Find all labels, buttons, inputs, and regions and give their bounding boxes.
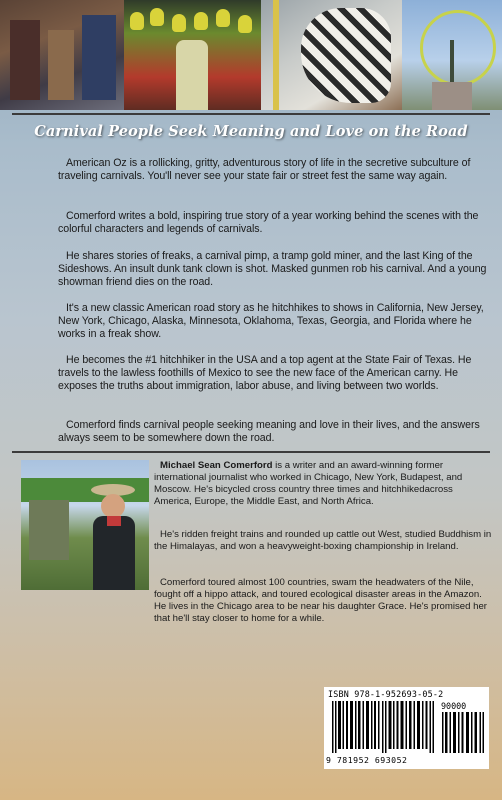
author-bio-paragraph-2: He's ridden freight trains and rounded up cattle out West, studied Buddhism in the Himalayas, and won a heavyweight-boxing championship in Ireland. — [154, 529, 492, 552]
description-paragraph-2: Comerford writes a bold, inspiring true story of a year working behind the scenes with the colorful characters and legends of carnivals. — [58, 210, 479, 235]
photo-strip — [0, 0, 502, 110]
author-photo — [21, 460, 149, 590]
description-paragraph-6: Comerford finds carnival people seeking meaning and love in their lives, and the answers always seem to be somewhere down the road. — [58, 419, 480, 444]
tagline: Carnival People Seek Meaning and Love on the Road — [34, 123, 468, 140]
author-name: Michael Sean Comerford — [160, 460, 273, 471]
description-paragraph-3: He shares stories of freaks, a carnival pimp, a tramp gold miner, and the last King of the Sideshows. An insult dunk tank clown is shot. Masked gunmen rob his carnival. And a young showman friend dies on the road. — [58, 250, 487, 288]
middle-divider — [12, 451, 490, 453]
plush-prizes-booth-photo — [124, 0, 261, 110]
author-bio-paragraph-3: Comerford toured almost 100 countries, swam the headwaters of the Nile, fought off a hippo attack, and toured ecological disaster areas in the Amazon. He lives in the Chicago area to be near his daughter Grace. He's promised her that he'll stay closer to home for a while. — [154, 577, 487, 624]
clothing-stall-photo — [0, 0, 124, 110]
fair-ride-photo — [402, 0, 502, 110]
author-bio-paragraph-1: Michael Sean Comerford is a writer and an award-winning former international journalist who worked in Chicago, New York, Budapest, and Moscow. He's bicycled cross country three times and hitchhikedacross America, Europe, the Middle East, and North Africa. — [154, 460, 463, 507]
description-paragraph-1: American Oz is a rollicking, gritty, adventurous story of life in the secretive subculture of traveling carnivals. You'll never see your state fair or street fest the same way again. — [58, 157, 471, 182]
description-paragraph-4: It's a new classic American road story as he hitchhikes to shows in California, New Jersey, New York, Chicago, Alaska, Minnesota, Oklahoma, Texas, Georgia, and Florida where he works in a freak show. — [58, 302, 484, 340]
isbn-label: ISBN 978-1-952693-05-2 — [328, 689, 444, 699]
isbn-barcode — [324, 687, 489, 769]
ean-number: 9 781952 693052 — [326, 755, 408, 765]
price-code-label: 90000 — [441, 701, 467, 711]
description-paragraph-5: He becomes the #1 hitchhiker in the USA and a top agent at the State Fair of Texas. He travels to the lawless foothills of Mexico to see the new face of the American carny. He exposes the truths about immigration, labor abuse, and living between two worlds. — [58, 354, 472, 392]
top-divider — [12, 113, 490, 115]
ean-barcode-bars — [332, 701, 436, 753]
carousel-zebra-photo — [261, 0, 402, 110]
price-barcode-bars — [442, 712, 484, 753]
